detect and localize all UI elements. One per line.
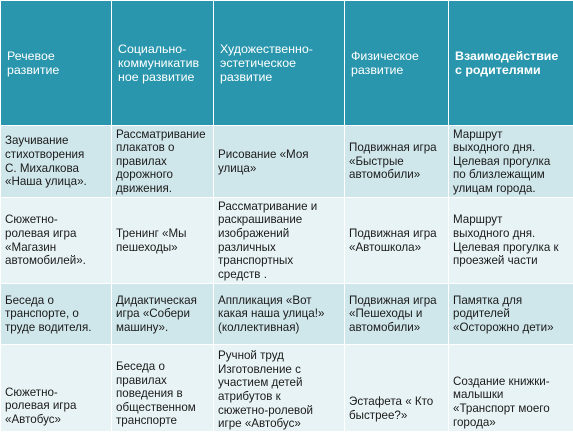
table-row (1, 284, 573, 345)
table-cell: Беседа о правилах поведения в общественном транспорте (112, 345, 214, 432)
table-cell: Рассматривание и раскрашивание изображений различных транспортных средств . (214, 198, 345, 284)
header-physical-development: Физическое развитие (345, 1, 449, 126)
table-cell: Рассматривание плакатов о правилах дорожного движения. (112, 126, 214, 198)
table-cell: Подвижная игра «Быстрые автомобили» (345, 126, 449, 198)
table-cell: Заучивание стихотворения С. Михалкова «Наша улица». (1, 126, 112, 198)
header-social-communicative-development: Социально- коммуникатив ное развитие (112, 1, 214, 126)
table-cell: Тренинг «Мы пешеходы» (112, 198, 214, 284)
table-cell: Маршрут выходного дня. Целевая прогулка к проезжей части (449, 198, 573, 284)
table-cell: Рисование «Моя улица» (214, 126, 345, 198)
header-artistic-aesthetic-development: Художественно- эстетическое развитие (214, 1, 345, 126)
table-row (1, 198, 573, 284)
table-cell: Подвижная игра «Автошкола» (345, 198, 449, 284)
table-row (1, 345, 573, 432)
table-cell: Создание книжки- малышки «Транспорт моего города» (449, 345, 573, 432)
table-cell: Маршрут выходного дня. Целевая прогулка по близлежащим улицам города. (449, 126, 573, 198)
table-cell: Аппликация «Вот какая наша улица!» (коллективная) (214, 284, 345, 345)
header-speech-development: Речевое развитие (1, 1, 112, 126)
header-parent-interaction: Взаимодействие с родителями (449, 1, 573, 126)
table-cell: Памятка для родителей «Осторожно дети» (449, 284, 573, 345)
table-cell: Сюжетно- ролевая игра «Автобус» (1, 345, 112, 432)
table-cell: Эстафета « Кто быстрее?» (345, 345, 449, 432)
table-cell: Беседа о транспорте, о труде водителя. (1, 284, 112, 345)
table-row (1, 126, 573, 198)
table-cell: Сюжетно- ролевая игра «Магазин автомобилей». (1, 198, 112, 284)
table-cell: Ручной труд Изготовление с участием детей атрибутов к сюжетно-ролевой игре «Автобус» (214, 345, 345, 432)
table-cell: Дидактическая игра «Собери машину». (112, 284, 214, 345)
table-header-row (1, 1, 573, 126)
table-cell: Подвижная игра «Пешеходы и автомобили» (345, 284, 449, 345)
